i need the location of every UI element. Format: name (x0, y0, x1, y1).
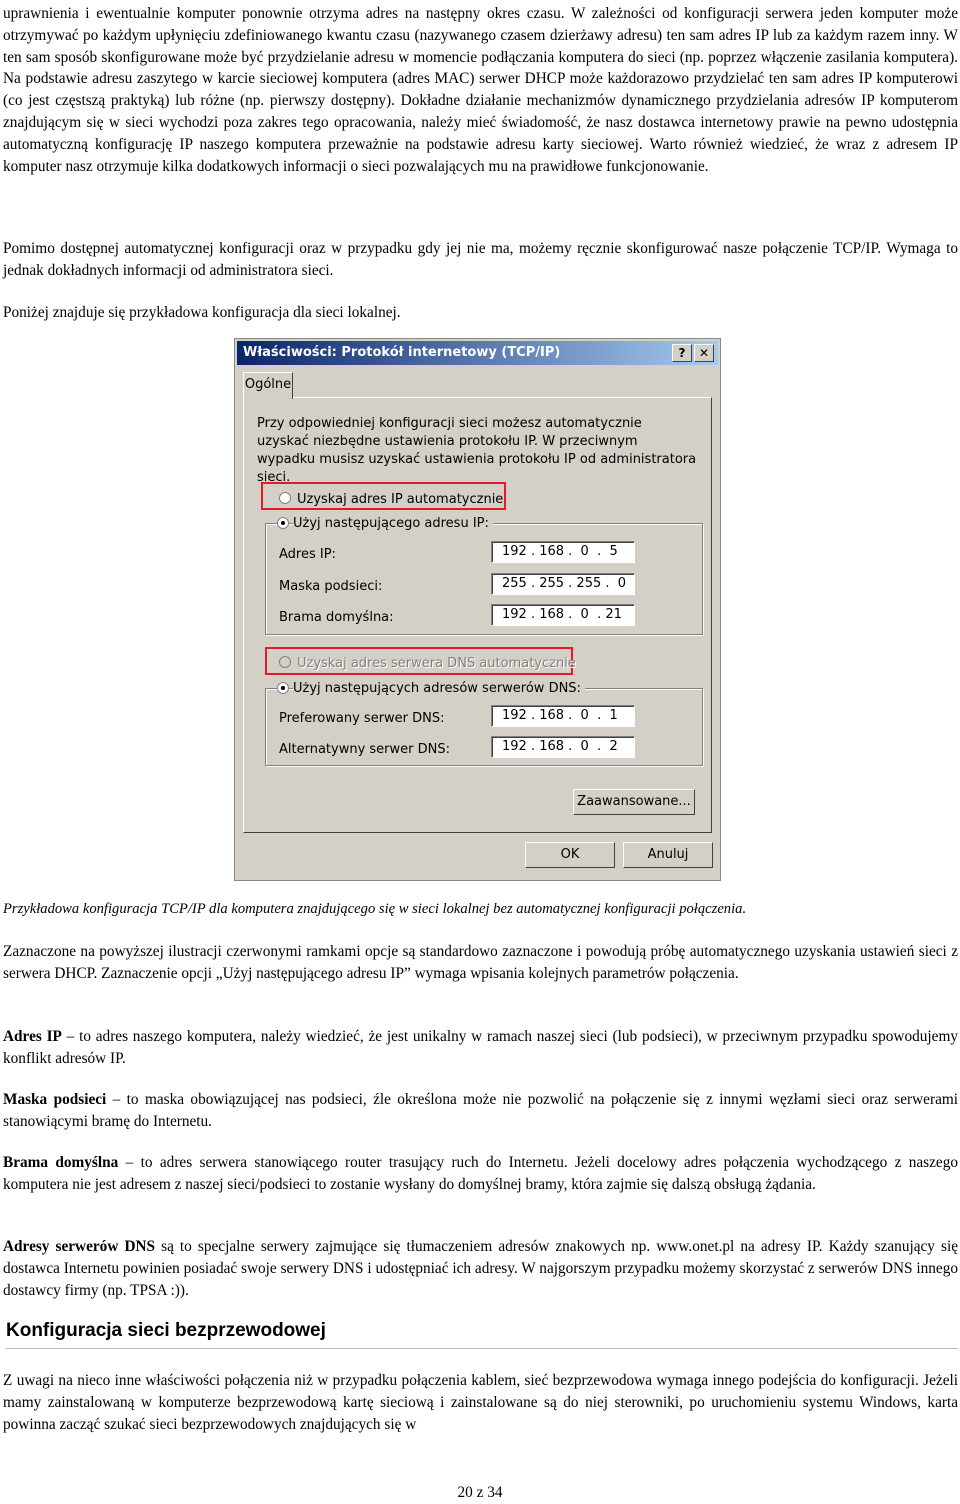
alternate-dns-label: Alternatywny serwer DNS: (279, 742, 450, 757)
preferred-dns-field[interactable]: 192 . 168 . 0 . 1 (491, 705, 635, 727)
paragraph-example-intro: Poniżej znajduje się przykładowa konfiguracja dla sieci lokalnej. (3, 304, 401, 321)
page-number: 20 z 34 (457, 1484, 503, 1501)
cancel-button[interactable]: Anuluj (623, 842, 713, 868)
definition-gateway: – to adres serwera stanowiącego router trasujący ruch do Internetu. Jeżeli docelowy adres połączenia wychodzącego z naszego komputera nie jest adresem z naszej sieci/podsieci to zostanie wysłany do domyślnej bramy, która zajmie się dalszą obsługą żądania. (3, 1154, 959, 1193)
term-ip-address: Adres IP (3, 1028, 62, 1045)
ip-address-field[interactable]: 192 . 168 . 0 . 5 (491, 541, 635, 563)
default-gateway-label: Brama domyślna: (279, 610, 394, 625)
radio-manual-ip[interactable] (277, 517, 289, 529)
dialog-titlebar (237, 341, 718, 365)
definition-subnet-mask: – to maska obowiązującej nas podsieci, źle określona może nie pozwolić na połączenie się z innymi węzłami sieci oraz serwerami stanowiącymi bramę do Internetu. (3, 1091, 959, 1130)
figure-caption: Przykładowa konfiguracja TCP/IP dla komputera znajdującego się w sieci lokalnej bez automatycznej konfiguracji połączenia. (3, 901, 747, 917)
ip-address-label: Adres IP: (279, 547, 336, 562)
term-subnet-mask: Maska podsieci (3, 1091, 107, 1108)
definition-dns: są to specjalne serwery zajmujące się tłumaczeniem adresów znakowych np. www.onet.pl na adresy IP. Każdy szanujący się dostawca Internetu powinien posiadać swoje serwery DNS i udostępniać ich adresy. W najgorszym przypadku możemy skorzystać z serwerów DNS innego dostawcy firmy (np. TPSA :)). (3, 1238, 959, 1299)
radio-manual-ip-label: Użyj następującego adresu IP: (293, 513, 493, 535)
radio-auto-dns[interactable] (279, 656, 291, 668)
tcpip-properties-dialog (234, 338, 721, 881)
paragraph-subnet-mask (3, 1089, 958, 1133)
default-gateway-field[interactable]: 192 . 168 . 0 . 21 (491, 604, 635, 626)
paragraph-wireless: Z uwagi na nieco inne właściwości połączenia niż w przypadku połączenia kablem, sieć bezprzewodowa wymaga innego podejścia do konfiguracji. Jeżeli mamy zainstalowaną w komputerze bezprzewodową kartę sieciową i zainstalowane są do niej sterowniki, po uruchomieniu systemu Windows, karta powinna zacząć szukać sieci bezprzewodowych znajdujących się w (3, 1372, 958, 1433)
paragraph-manual-config: Pomimo dostępnej automatycznej konfiguracji oraz w przypadku gdy jej nie ma, możemy ręcznie skonfigurować nasze połączenie TCP/IP. Wymaga to jednak dokładnych informacji od administratora sieci. (3, 240, 958, 279)
radio-auto-ip-label: Uzyskaj adres IP automatycznie (297, 492, 504, 507)
definition-ip-address: – to adres naszego komputera, należy wiedzieć, że jest unikalny w ramach naszej sieci (lub podsieci), w przeciwnym przypadku spowodujemy konflikt adresów IP. (3, 1028, 958, 1067)
paragraph-gateway (3, 1152, 958, 1196)
paragraph-red-frames: Zaznaczone na powyższej ilustracji czerwonymi ramkami opcje są standardowo zaznaczone i powodują próbę automatycznego uzyskania ustawień sieci z serwera DHCP. Zaznaczenie opcji „Użyj następującego adresu IP” wymaga wpisania kolejnych parametrów połączenia. (3, 943, 958, 982)
tab-general[interactable]: Ogólne (243, 372, 293, 399)
radio-auto-ip[interactable] (279, 492, 291, 504)
radio-auto-dns-label: Uzyskaj adres serwera DNS automatycznie (297, 656, 576, 671)
radio-manual-dns[interactable] (277, 682, 289, 694)
term-gateway: Brama domyślna (3, 1154, 119, 1171)
close-button[interactable]: ✕ (694, 344, 714, 362)
alternate-dns-field[interactable]: 192 . 168 . 0 . 2 (491, 736, 635, 758)
ok-button[interactable]: OK (525, 842, 615, 868)
dialog-info-text: Przy odpowiedniej konfiguracji sieci możesz automatycznie uzyskać niezbędne ustawienia protokołu IP. W przeciwnym wypadku musisz uzyskać ustawienia protokołu IP od administratora sieci. (257, 416, 697, 485)
section-heading: Konfiguracja sieci bezprzewodowej (6, 1320, 958, 1349)
term-dns: Adresy serwerów DNS (3, 1238, 156, 1255)
radio-manual-dns-label: Użyj następujących adresów serwerów DNS: (293, 678, 585, 700)
advanced-button[interactable]: Zaawansowane... (573, 789, 695, 815)
help-button[interactable]: ? (672, 344, 692, 362)
paragraph-dns (3, 1236, 958, 1301)
dialog-title: Właściwości: Protokół internetowy (TCP/IP) (243, 345, 561, 360)
paragraph-ip-address (3, 1026, 958, 1070)
subnet-mask-field[interactable]: 255 . 255 . 255 . 0 (491, 573, 635, 595)
preferred-dns-label: Preferowany serwer DNS: (279, 711, 445, 726)
subnet-mask-label: Maska podsieci: (279, 579, 383, 594)
paragraph-dhcp-lease: uprawnienia i ewentualnie komputer ponownie otrzyma adres na następny okres czasu. W zależności od konfiguracji serwera jeden komputer może otrzymywać po każdym upłynięciu zdefiniowanego kwantu czasu (nazywanego czasem dzierżawy adresu) ten sam adres IP lub za każdym razem inny. W ten sam sposób skonfigurowane może być przydzielanie adresu w momencie podłączania komputera do sieci (np. poprzez włączenie zasilania komputera). Na podstawie adresu zaszytego w karcie sieciowej komputera (adres MAC) serwer DHCP może każdorazowo przydzielać ten sam adres IP komputerowi (co jest częstszą praktyką) lub różne (np. pierwszy dostępny). Dokładne działanie mechanizmów dynamicznego przydzielania adresów IP komputerom znajdującym się w sieci wychodzi poza zakres tego opracowania, należy mieć świadomość, że nasz dostawca internetowy prawie na pewno udostępnia automatyczną konfigurację IP naszego komputera przeważnie na podstawie adresu karty sieciowej. Warto również wiedzieć, że wraz z adresem IP komputer nasz otrzymuje kilka dodatkowych informacji o sieci pozwalających mu na prawidłowe funkcjonowanie. (3, 5, 958, 175)
